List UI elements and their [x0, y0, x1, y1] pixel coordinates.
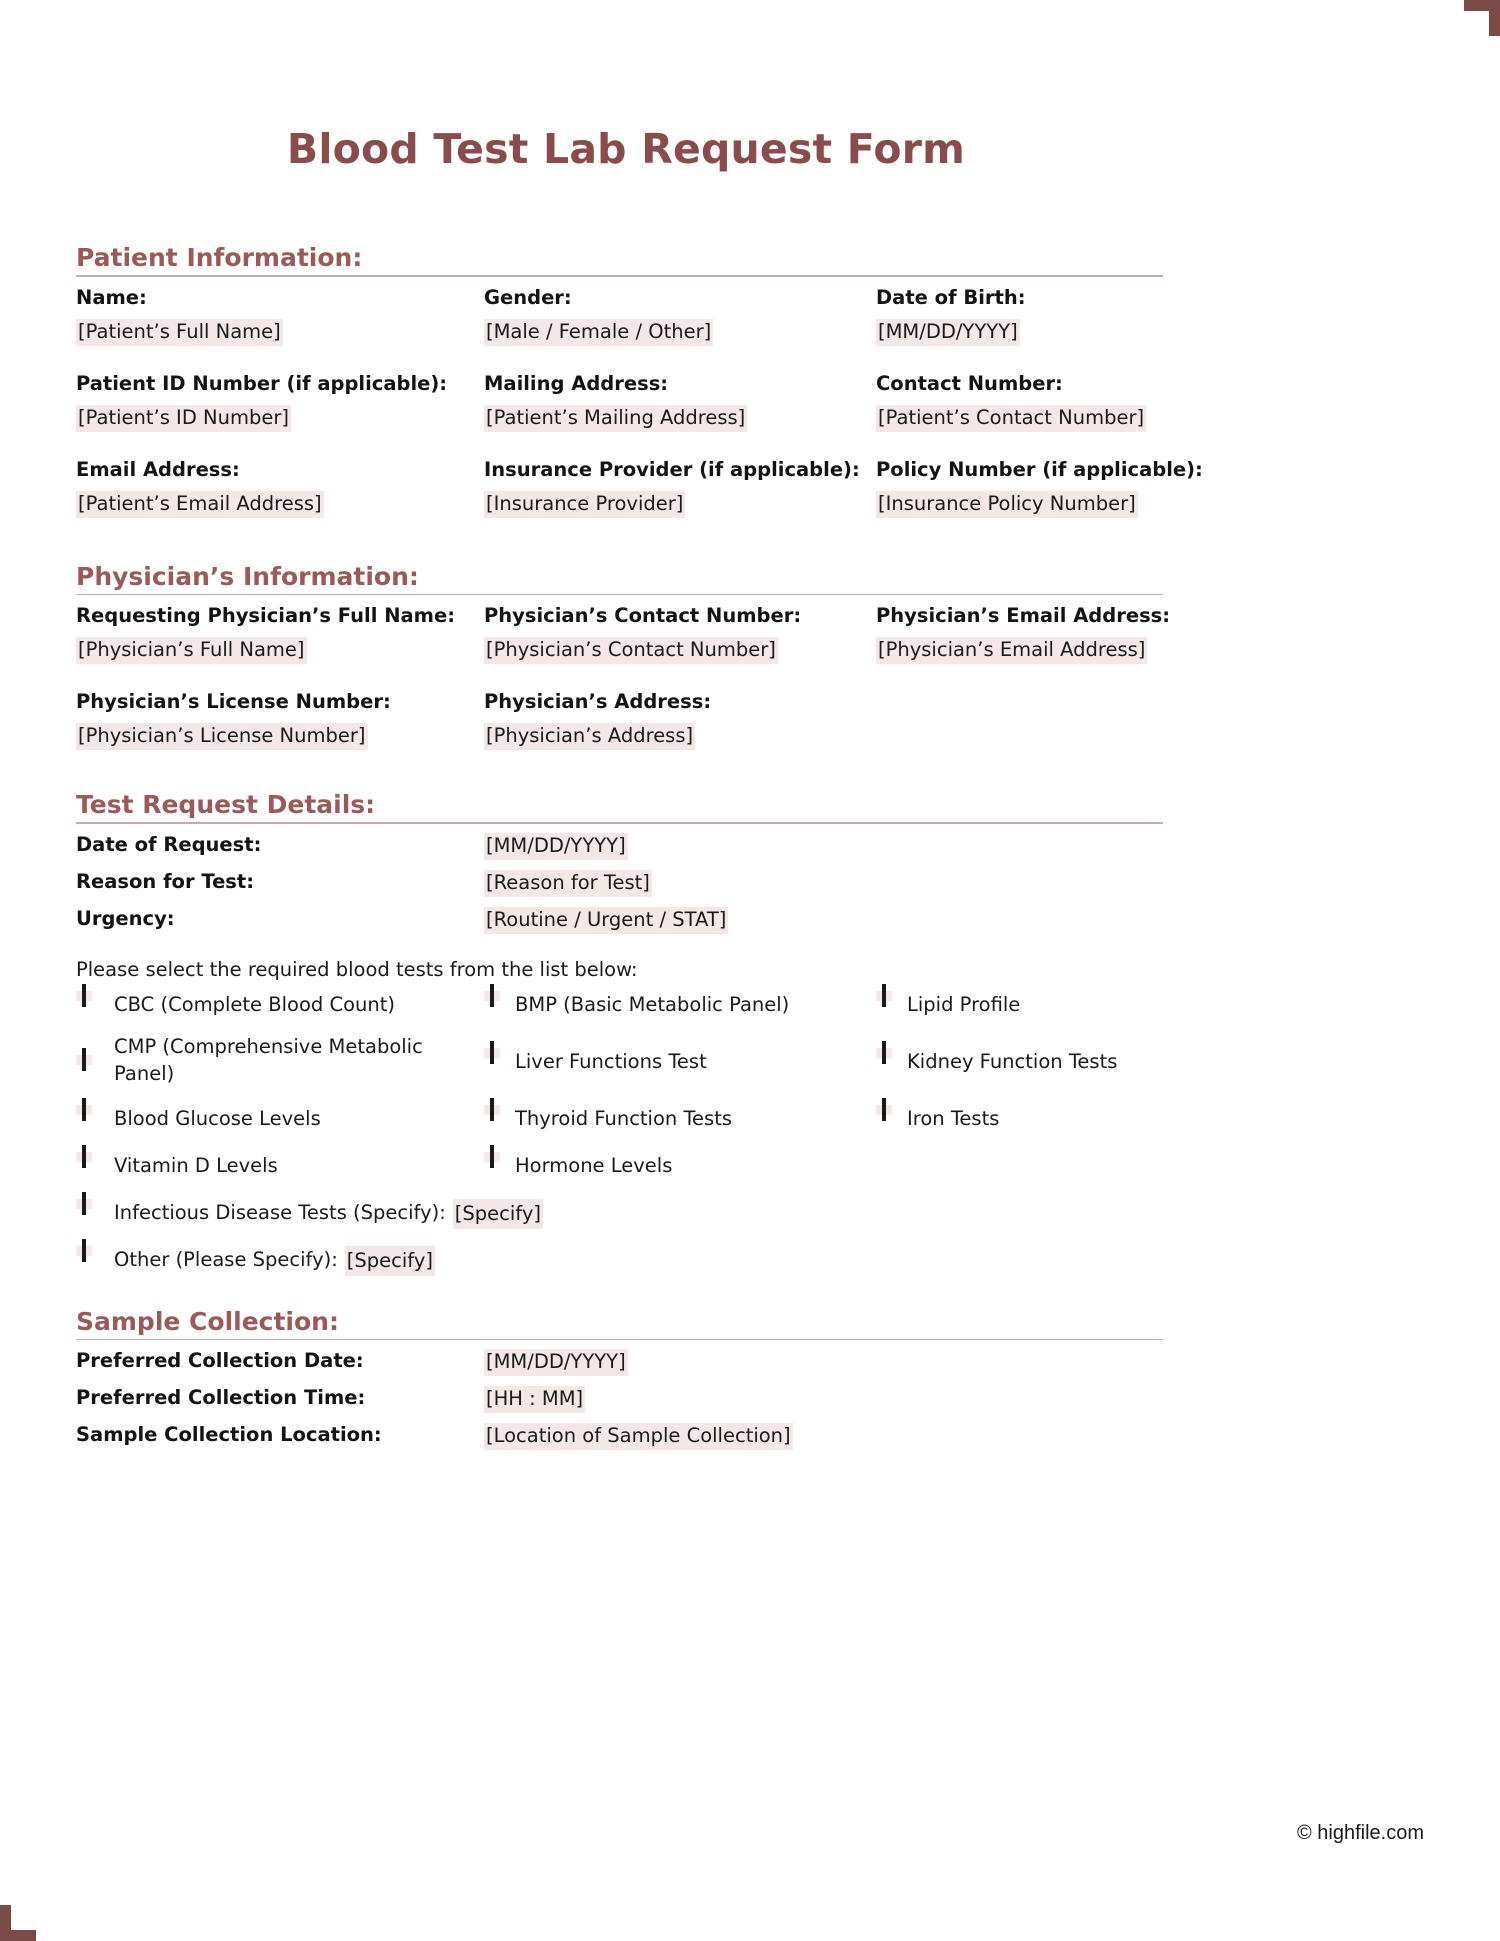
checkbox-label: Iron Tests [907, 1106, 1000, 1130]
checkbox-icon[interactable] [484, 1048, 500, 1058]
section-divider [76, 594, 1163, 596]
test-request-fields [76, 833, 1424, 944]
checkbox-item-infectious-disease-tests[interactable] [76, 1199, 776, 1230]
checkbox-icon[interactable] [484, 991, 500, 1001]
checkbox-item-cmp[interactable] [76, 1033, 476, 1088]
field-row [76, 833, 1424, 870]
field-value-policy-number[interactable]: [Insurance Policy Number] [876, 491, 1138, 518]
field-value-name[interactable]: [Patient’s Full Name] [76, 319, 283, 346]
page-title: Blood Test Lab Request Form [286, 125, 966, 173]
field-value-patient-id[interactable]: [Patient’s ID Number] [76, 405, 291, 432]
checkbox-item-kidney-function-tests[interactable] [876, 1048, 1236, 1076]
field-value-urgency[interactable]: [Routine / Urgent / STAT] [484, 907, 728, 934]
checkbox-item-vitamin-d-levels[interactable] [76, 1152, 476, 1180]
field-label-physician-address: Physician’s Address: [484, 690, 712, 713]
field-value-physician-full-name[interactable]: [Physician’s Full Name] [76, 637, 307, 664]
field-label-gender: Gender: [484, 285, 572, 309]
checkbox-icon[interactable] [876, 1105, 892, 1115]
checkbox-label: Hormone Levels [515, 1153, 673, 1177]
other-specify-value[interactable]: [Specify] [345, 1246, 435, 1277]
field-row [76, 286, 1236, 372]
field-label-email-address: Email Address: [76, 457, 240, 481]
blood-tests-checkbox-grid [76, 991, 1236, 1289]
footer-copyright: © highfile.com [1296, 1822, 1424, 1844]
checkbox-icon[interactable] [484, 1105, 500, 1115]
checkbox-item-liver-functions-test[interactable] [484, 1048, 874, 1076]
field-label-patient-id: Patient ID Number (if applicable): [76, 371, 448, 395]
physician-information-grid [76, 604, 1236, 776]
field-label-reason-for-test: Reason for Test: [76, 869, 255, 893]
checkbox-label: Lipid Profile [907, 992, 1021, 1016]
checkbox-icon[interactable] [76, 1055, 92, 1065]
checkbox-item-thyroid-function-tests[interactable] [484, 1105, 874, 1133]
checkbox-label: Other (Please Specify): [114, 1247, 338, 1271]
corner-mark-bottom-left [0, 1905, 36, 1941]
field-label-physician-contact-number: Physician’s Contact Number: [484, 604, 802, 627]
field-value-gender[interactable]: [Male / Female / Other] [484, 319, 713, 346]
field-row [76, 1349, 1424, 1386]
checkbox-icon[interactable] [876, 991, 892, 1001]
section-heading-test-request-details: Test Request Details: [76, 790, 376, 819]
checkbox-label: Infectious Disease Tests (Specify): [114, 1200, 446, 1224]
checkbox-label: Vitamin D Levels [114, 1153, 278, 1177]
section-heading-patient-information: Patient Information: [76, 243, 363, 272]
checkbox-icon[interactable] [76, 1152, 92, 1162]
checkbox-icon[interactable] [76, 1199, 92, 1209]
field-row [76, 1423, 1424, 1460]
checkbox-icon[interactable] [876, 1048, 892, 1058]
field-value-physician-address[interactable]: [Physician’s Address] [484, 723, 695, 750]
field-label-name: Name: [76, 285, 147, 309]
field-row [76, 1386, 1424, 1423]
sample-collection-fields [76, 1349, 1424, 1460]
field-row [76, 907, 1424, 944]
checkbox-icon[interactable] [76, 991, 92, 1001]
field-label-date-of-request: Date of Request: [76, 832, 262, 856]
patient-information-grid [76, 286, 1236, 544]
field-value-physician-email-address[interactable]: [Physician’s Email Address] [876, 637, 1147, 664]
checkbox-item-lipid-profile[interactable] [876, 991, 1236, 1019]
checkbox-label: Blood Glucose Levels [114, 1106, 321, 1130]
checkbox-icon[interactable] [76, 1105, 92, 1115]
checkbox-item-iron-tests[interactable] [876, 1105, 1236, 1133]
field-label-mailing-address: Mailing Address: [484, 371, 669, 395]
infectious-disease-specify-value[interactable]: [Specify] [453, 1199, 543, 1230]
corner-mark-top-right [1464, 0, 1500, 36]
field-label-physician-license-number: Physician’s License Number: [76, 690, 391, 713]
field-row [76, 458, 1236, 544]
field-row [76, 604, 1236, 690]
field-value-mailing-address[interactable]: [Patient’s Mailing Address] [484, 405, 747, 432]
checkbox-item-bmp[interactable] [484, 991, 874, 1019]
section-divider [76, 275, 1163, 277]
field-row [76, 372, 1236, 458]
field-label-preferred-collection-time: Preferred Collection Time: [76, 1386, 366, 1409]
field-label-urgency: Urgency: [76, 906, 175, 930]
field-row [76, 870, 1424, 907]
checkbox-item-hormone-levels[interactable] [484, 1152, 874, 1180]
field-value-date-of-birth[interactable]: [MM/DD/YYYY] [876, 319, 1020, 346]
checkbox-label: BMP (Basic Metabolic Panel) [515, 992, 790, 1016]
checkbox-label: CMP (Comprehensive Metabolic Panel) [114, 1034, 423, 1086]
section-heading-physician-information: Physician’s Information: [76, 561, 419, 591]
field-label-insurance-provider: Insurance Provider (if applicable): [484, 457, 860, 481]
field-value-physician-contact-number[interactable]: [Physician’s Contact Number] [484, 637, 778, 664]
field-value-contact-number[interactable]: [Patient’s Contact Number] [876, 405, 1146, 432]
checkbox-label: Kidney Function Tests [907, 1049, 1118, 1073]
field-label-physician-email-address: Physician’s Email Address: [876, 604, 1171, 627]
field-value-preferred-collection-date[interactable]: [MM/DD/YYYY] [484, 1349, 628, 1376]
field-label-contact-number: Contact Number: [876, 371, 1063, 395]
field-value-preferred-collection-time[interactable]: [HH : MM] [484, 1386, 585, 1413]
field-value-insurance-provider[interactable]: [Insurance Provider] [484, 491, 685, 518]
field-label-physician-full-name: Requesting Physician’s Full Name: [76, 604, 456, 627]
field-label-date-of-birth: Date of Birth: [876, 285, 1026, 309]
checkbox-label: Liver Functions Test [515, 1049, 707, 1073]
blood-tests-prompt: Please select the required blood tests from the list below: [76, 957, 638, 981]
section-divider [76, 1339, 1163, 1341]
checkbox-icon[interactable] [484, 1152, 500, 1162]
field-label-policy-number: Policy Number (if applicable): [876, 457, 1203, 481]
checkbox-item-cbc[interactable] [76, 991, 476, 1019]
field-value-date-of-request[interactable]: [MM/DD/YYYY] [484, 833, 628, 860]
field-value-sample-collection-location[interactable]: [Location of Sample Collection] [484, 1423, 793, 1450]
checkbox-icon[interactable] [76, 1246, 92, 1256]
section-divider [76, 822, 1163, 824]
field-value-physician-license-number[interactable]: [Physician’s License Number] [76, 723, 368, 750]
checkbox-item-other[interactable] [76, 1246, 776, 1277]
checkbox-label: Thyroid Function Tests [515, 1106, 733, 1130]
field-value-reason-for-test[interactable]: [Reason for Test] [484, 870, 652, 897]
document-content [76, 0, 1424, 1460]
field-value-email-address[interactable]: [Patient’s Email Address] [76, 491, 324, 518]
checkbox-item-blood-glucose-levels[interactable] [76, 1105, 476, 1133]
field-label-preferred-collection-date: Preferred Collection Date: [76, 1349, 364, 1372]
section-heading-sample-collection: Sample Collection: [76, 1306, 339, 1336]
field-label-sample-collection-location: Sample Collection Location: [76, 1423, 382, 1446]
checkbox-label: CBC (Complete Blood Count) [114, 992, 395, 1016]
field-row [76, 690, 1236, 776]
